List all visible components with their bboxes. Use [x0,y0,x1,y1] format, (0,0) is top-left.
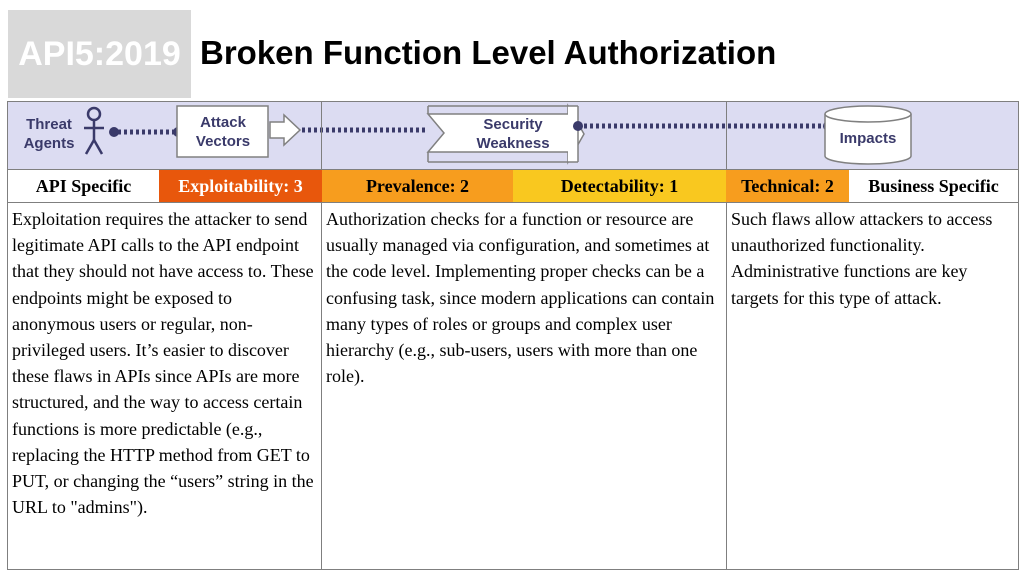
threat-agents-label: Threat Agents [23,116,75,152]
column-divider-1 [321,102,322,169]
threat-agents-description: Exploitation requires the attacker to send legitimate API calls to the API endpoint that they should not have access to. These endpoints might be exposed to anonymous users or regular, non-privileged users. It’s easier to discover these flaws in APIs since APIs are more structured, and the way to access certain functions is more predictable (e.g., replacing the HTTP method from GET to PUT, or changing the “users” string in the URL to "admins"). [8,203,322,569]
detectability-cell: Detectability: 1 [513,170,726,202]
column-divider-2 [726,102,727,169]
prevalence-cell: Prevalence: 2 [322,170,513,202]
business-specific-cell: Business Specific [849,170,1018,202]
ratings-row [8,170,1018,203]
attack-vectors-label: Attack Vectors [195,114,251,150]
impacts-label: Impacts [839,130,897,147]
page-title: Broken Function Level Authorization [200,34,777,71]
threat-flow-diagram [8,102,1018,170]
technical-cell: Technical: 2 [726,170,849,202]
impacts-description: Such flaws allow attackers to access unauthorized functionality. Administrative functions are key targets for this type of attack. [731,209,993,308]
security-weakness-description: Authorization checks for a function or resource are usually managed via configuration, and sometimes at the code level. Implementing proper checks can be a confusing task, since modern applications can contain many types of roles or groups and complex user hierarchy (e.g., sub-users, users with more than one role). [322,203,727,569]
header [0,0,1024,100]
description-row [8,203,1018,569]
risk-table [7,101,1019,570]
api-specific-cell: API Specific [8,170,159,202]
security-weakness-label: Security Weakness [476,116,550,152]
person-icon [84,108,104,154]
risk-id-badge: API5:2019 [8,10,191,98]
exploitability-cell: Exploitability: 3 [159,170,322,202]
arrow-small-icon [270,115,300,145]
